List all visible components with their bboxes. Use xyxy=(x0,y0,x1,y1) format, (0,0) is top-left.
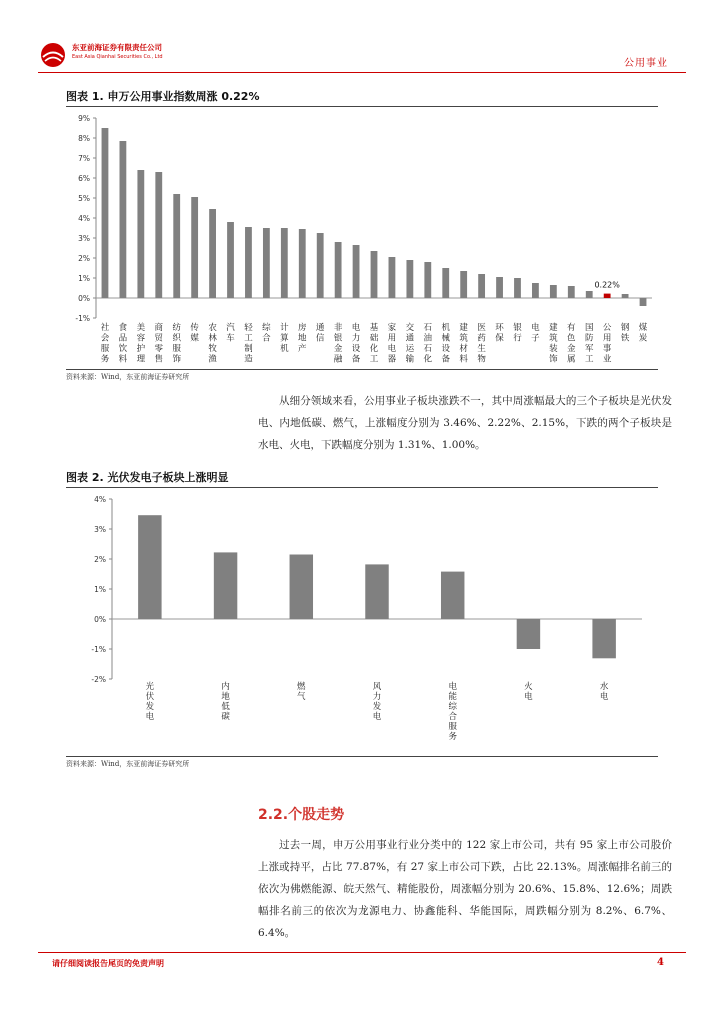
chart1-category-label: 零 xyxy=(154,344,164,354)
chart1-y-tick-label: 7% xyxy=(78,154,90,163)
chart1-bar xyxy=(424,262,431,298)
chart2-category-label: 发 xyxy=(372,702,382,712)
chart1-category-label: 钢 xyxy=(620,323,630,333)
chart1-category-label: 料 xyxy=(459,354,468,365)
chart1-category-label: 保 xyxy=(495,333,504,344)
chart1-bar xyxy=(102,128,109,298)
chart1-category-label: 传 xyxy=(190,323,199,333)
chart1-bar xyxy=(227,222,234,298)
chart1-category-label: 饰 xyxy=(549,354,558,365)
chart1-bar xyxy=(532,283,539,298)
chart1-category-label: 非 xyxy=(333,323,343,333)
chart1-category-label: 设 xyxy=(441,344,450,354)
chart2-category-label: 电 xyxy=(524,692,533,702)
chart1-category-label: 林 xyxy=(208,333,217,344)
chart2-category-label: 服 xyxy=(448,722,457,732)
chart1-category-label: 药 xyxy=(477,333,486,344)
chart1-category-label: 银 xyxy=(513,323,522,333)
chart1-category-label: 国 xyxy=(584,323,594,333)
chart1-category-label: 材 xyxy=(459,344,468,354)
chart1-bar xyxy=(119,141,126,298)
chart1-category-label: 家 xyxy=(387,323,397,333)
chart1-y-tick-label: 9% xyxy=(78,114,90,123)
chart1-category-label: 物 xyxy=(477,354,486,365)
company-logo-icon xyxy=(38,40,68,70)
chart1-bar xyxy=(209,209,216,298)
chart1-bar xyxy=(389,257,396,298)
chart2-bar xyxy=(592,619,615,658)
chart1-bar xyxy=(173,194,180,298)
chart1-category-label: 防 xyxy=(584,333,594,344)
company-name-cn: 东亚前海证券有限责任公司 xyxy=(72,43,162,52)
chart1-category-label: 容 xyxy=(136,333,146,344)
chart1-category-label: 石 xyxy=(423,344,433,354)
chart1-category-label: 制 xyxy=(244,344,253,354)
chart1-category-label: 美 xyxy=(136,323,146,333)
chart1-category-label: 油 xyxy=(423,333,433,344)
chart1-category-label: 纺 xyxy=(172,323,181,333)
chart1-category-label: 渔 xyxy=(208,354,217,365)
chart1-y-tick-label: 5% xyxy=(78,194,90,203)
chart2-category-label: 光 xyxy=(145,682,155,692)
chart1-category-label: 事 xyxy=(602,344,612,354)
chart2-category-label: 电 xyxy=(448,682,457,692)
chart1-category-label: 银 xyxy=(333,333,343,344)
chart2-category-label: 内 xyxy=(221,682,230,692)
chart1-category-label: 行 xyxy=(513,333,522,344)
page-number: 4 xyxy=(657,957,664,968)
paragraph-subsector-summary xyxy=(258,390,672,456)
chart2-subsector-weekly-change xyxy=(66,489,658,754)
chart1-category-label: 农 xyxy=(208,323,217,333)
chart1-category-label: 用 xyxy=(387,333,397,344)
chart2-bar xyxy=(517,619,540,649)
chart1-category-label: 建 xyxy=(549,323,558,333)
chart1-category-label: 机 xyxy=(441,323,450,333)
chart1-bar xyxy=(604,294,611,298)
chart1-category-label: 织 xyxy=(172,333,181,344)
chart2-category-label: 综 xyxy=(448,702,457,712)
chart1-category-label: 筑 xyxy=(459,333,468,344)
page-header xyxy=(38,38,686,72)
chart1-y-tick-label: 4% xyxy=(78,214,90,223)
chart1-category-label: 造 xyxy=(244,354,253,365)
figure2-bottom-rule xyxy=(66,756,658,757)
chart1-industry-weekly-change xyxy=(66,108,658,368)
chart1-category-label: 电 xyxy=(387,344,397,354)
chart1-bar xyxy=(496,277,503,298)
chart1-category-label: 机 xyxy=(280,344,289,354)
chart1-category-label: 汽 xyxy=(226,323,235,333)
chart2-category-label: 火 xyxy=(524,682,533,692)
chart1-category-label: 生 xyxy=(477,344,486,354)
chart2-category-label: 务 xyxy=(448,732,457,742)
chart2-bar xyxy=(441,572,464,619)
chart1-category-label: 会 xyxy=(100,333,110,344)
paragraph2-text: 过去一周，申万公用事业行业分类中的 122 家上市公司，共有 95 家上市公司股价上涨或持平，占比 77.87%，有 27 家上市公司下跌，占比 22.13%。周涨幅排名前三的依次为佛燃能源、皖天然气、精能股份，周涨幅分别为 20.6%、15.8%、12.6%；周跌幅排名前三的依次为龙源电力、协鑫能科、华能国际，周跌幅分别为 8.2%、6.7%、6.4%。 xyxy=(258,839,672,939)
chart1-category-label: 媒 xyxy=(190,333,199,344)
chart1-category-label: 输 xyxy=(405,354,415,365)
chart1-category-label: 务 xyxy=(100,354,110,365)
chart1-category-label: 筑 xyxy=(549,333,558,344)
chart1-category-label: 商 xyxy=(154,323,164,333)
chart1-bar xyxy=(514,278,521,298)
chart2-category-label: 发 xyxy=(145,702,155,712)
chart2-y-tick-label: 1% xyxy=(94,585,106,594)
chart1-category-label: 融 xyxy=(333,354,343,365)
chart1-y-tick-label: 1% xyxy=(78,274,90,283)
chart1-category-label: 服 xyxy=(172,344,181,354)
chart1-category-label: 基 xyxy=(369,323,379,333)
chart1-category-label: 食 xyxy=(118,323,128,333)
chart1-category-label: 产 xyxy=(298,344,307,354)
figure2-source: 资料来源：Wind，东亚前海证券研究所 xyxy=(66,760,190,768)
chart2-category-label: 地 xyxy=(221,692,230,702)
figure2-top-rule xyxy=(66,487,658,488)
chart1-bar xyxy=(406,260,413,298)
paragraph-stock-performance xyxy=(258,834,672,944)
chart2-bar xyxy=(214,552,237,619)
chart1-category-label: 军 xyxy=(584,344,594,354)
chart1-category-label: 力 xyxy=(351,333,361,344)
chart1-category-label: 料 xyxy=(118,354,128,365)
chart1-category-label: 械 xyxy=(441,333,450,344)
chart1-category-label: 饮 xyxy=(118,344,128,354)
chart1-category-label: 铁 xyxy=(620,333,630,344)
section-heading: 2.2.个股走势 xyxy=(258,807,345,823)
chart2-category-label: 燃 xyxy=(297,682,306,692)
chart1-bar xyxy=(353,245,360,298)
chart1-category-label: 牧 xyxy=(208,344,217,354)
chart1-category-label: 服 xyxy=(100,344,110,354)
chart1-bar xyxy=(478,274,485,298)
figure1-source: 资料来源：Wind，东亚前海证券研究所 xyxy=(66,373,190,381)
chart1-category-label: 装 xyxy=(549,344,558,354)
chart1-bar xyxy=(299,229,306,298)
chart1-y-tick-label: 3% xyxy=(78,234,90,243)
chart1-category-label: 化 xyxy=(423,354,433,365)
chart1-category-label: 医 xyxy=(477,323,486,333)
chart1-y-tick-label: 2% xyxy=(78,254,90,263)
chart2-category-label: 低 xyxy=(221,702,230,712)
chart2-category-label: 风 xyxy=(372,682,382,692)
chart1-bar xyxy=(245,227,252,298)
chart2-category-label: 能 xyxy=(448,692,457,702)
chart1-category-label: 售 xyxy=(154,354,164,365)
chart1-bar xyxy=(550,285,557,298)
chart1-bar xyxy=(263,228,270,298)
chart1-category-label: 地 xyxy=(298,333,307,344)
chart1-category-label: 贸 xyxy=(154,333,164,344)
chart1-category-label: 通 xyxy=(315,323,325,333)
chart2-y-tick-label: 2% xyxy=(94,555,106,564)
chart1-category-label: 业 xyxy=(602,354,612,365)
chart1-category-label: 算 xyxy=(280,333,289,344)
chart1-category-label: 品 xyxy=(118,333,128,344)
chart1-bar xyxy=(568,286,575,298)
chart1-category-label: 社 xyxy=(100,323,110,333)
chart1-category-label: 环 xyxy=(495,323,504,333)
chart1-category-label: 器 xyxy=(387,354,397,365)
chart1-category-label: 综 xyxy=(262,323,271,333)
chart1-category-label: 信 xyxy=(315,333,325,344)
chart1-bar xyxy=(460,271,467,298)
chart1-data-label: 0.22% xyxy=(594,280,620,290)
footer-divider xyxy=(38,952,686,953)
chart2-y-tick-label: 3% xyxy=(94,525,106,534)
chart1-category-label: 金 xyxy=(567,344,576,354)
chart1-category-label: 合 xyxy=(262,333,271,344)
chart2-category-label: 伏 xyxy=(145,692,155,702)
chart1-bar xyxy=(155,172,162,298)
chart2-y-tick-label: 4% xyxy=(94,495,106,504)
chart1-bar xyxy=(371,251,378,298)
chart1-category-label: 备 xyxy=(441,354,450,365)
chart1-category-label: 石 xyxy=(423,323,433,333)
figure2-title: 图表 2. 光伏发电子板块上涨明显 xyxy=(66,471,229,484)
chart2-bar xyxy=(290,555,313,620)
chart1-bar xyxy=(640,298,647,306)
chart2-bar xyxy=(138,515,161,619)
figure1-top-rule xyxy=(66,106,658,107)
chart1-category-label: 轻 xyxy=(244,323,253,333)
chart1-category-label: 公 xyxy=(602,323,612,333)
chart2-category-label: 碳 xyxy=(221,712,230,722)
chart1-bar xyxy=(335,242,342,298)
chart1-category-label: 建 xyxy=(459,323,468,333)
chart2-y-tick-label: -1% xyxy=(91,645,106,654)
chart1-category-label: 子 xyxy=(531,333,540,344)
footer-disclaimer: 请仔细阅读报告尾页的免责声明 xyxy=(52,959,164,968)
chart1-category-label: 护 xyxy=(136,344,146,354)
chart1-category-label: 础 xyxy=(369,333,379,344)
chart1-category-label: 运 xyxy=(405,344,415,354)
chart1-category-label: 备 xyxy=(351,354,361,365)
chart1-category-label: 炭 xyxy=(638,333,648,344)
chart1-category-label: 饰 xyxy=(172,354,181,365)
figure1-bottom-rule xyxy=(66,369,658,370)
report-section-label: 公用事业 xyxy=(624,58,668,69)
chart1-bar xyxy=(586,291,593,298)
chart1-category-label: 工 xyxy=(369,354,379,365)
chart1-category-label: 设 xyxy=(351,344,361,354)
chart1-bar xyxy=(317,233,324,298)
chart1-bar xyxy=(191,197,198,298)
header-divider xyxy=(38,72,686,73)
chart1-category-label: 工 xyxy=(584,354,594,365)
chart1-category-label: 房 xyxy=(298,323,307,333)
chart1-y-tick-label: 8% xyxy=(78,134,90,143)
chart2-category-label: 电 xyxy=(145,712,155,722)
chart1-category-label: 车 xyxy=(226,333,235,344)
chart1-y-tick-label: 0% xyxy=(78,294,90,303)
chart1-category-label: 电 xyxy=(351,323,361,333)
chart1-category-label: 通 xyxy=(405,333,415,344)
chart1-bar xyxy=(622,294,629,298)
chart2-category-label: 力 xyxy=(372,692,382,702)
figure1-title: 图表 1. 申万公用事业指数周涨 0.22% xyxy=(66,90,260,103)
chart1-category-label: 电 xyxy=(531,323,540,333)
chart2-bar xyxy=(365,564,388,619)
chart1-category-label: 化 xyxy=(369,344,379,354)
chart2-category-label: 水 xyxy=(599,682,609,692)
chart1-category-label: 色 xyxy=(567,333,576,344)
chart1-category-label: 工 xyxy=(244,333,253,344)
chart1-category-label: 理 xyxy=(136,354,146,365)
chart1-bar xyxy=(137,170,144,298)
chart1-bar xyxy=(281,228,288,298)
chart2-category-label: 气 xyxy=(297,692,306,702)
chart1-category-label: 金 xyxy=(333,344,343,354)
chart1-category-label: 有 xyxy=(567,323,576,333)
company-name-en: East Asia Qianhai Securities Co., Ltd xyxy=(72,54,163,60)
chart1-bar xyxy=(442,268,449,298)
paragraph1-text: 从细分领域来看，公用事业子板块涨跌不一，其中周涨幅最大的三个子板块是光伏发电、内地低碳、燃气，上涨幅度分别为 3.46%、2.22%、2.15%，下跌的两个子板块是水电、火电，下跌幅度分别为 1.31%、1.00%。 xyxy=(258,395,672,451)
chart2-y-tick-label: -2% xyxy=(91,675,106,684)
chart2-category-label: 电 xyxy=(599,692,609,702)
chart2-category-label: 合 xyxy=(448,712,457,722)
chart1-category-label: 煤 xyxy=(638,323,648,333)
chart2-y-tick-label: 0% xyxy=(94,615,106,624)
chart1-y-tick-label: 6% xyxy=(78,174,90,183)
chart1-category-label: 属 xyxy=(567,354,576,365)
chart1-y-tick-label: -1% xyxy=(75,314,90,323)
chart1-category-label: 用 xyxy=(602,333,612,344)
chart1-category-label: 交 xyxy=(405,323,415,333)
chart2-category-label: 电 xyxy=(372,712,382,722)
chart1-category-label: 计 xyxy=(280,323,289,333)
